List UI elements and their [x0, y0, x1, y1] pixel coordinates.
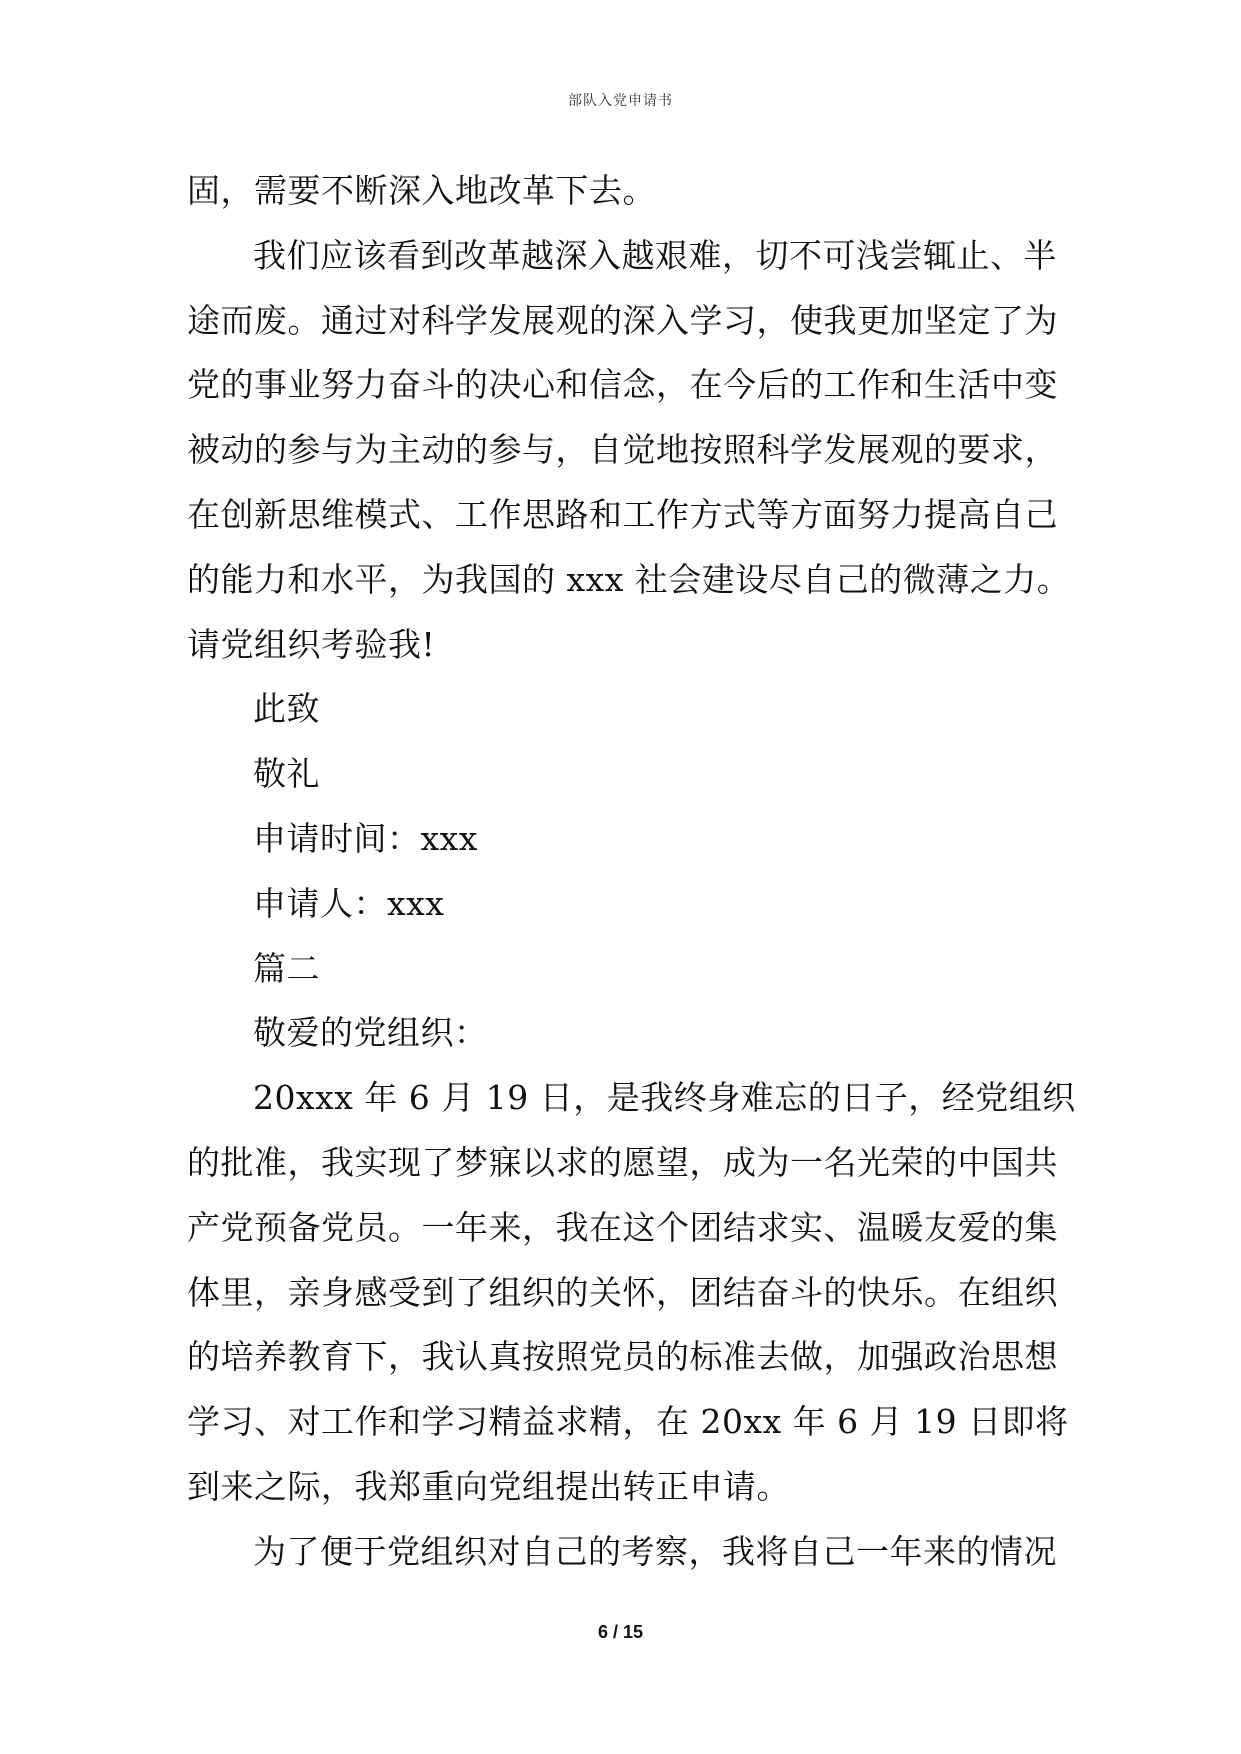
paragraph-start-line: 为了便于党组织对自己的考察，我将自己一年来的情况	[253, 1531, 1057, 1571]
text-line: 固，需要不断深入地改革下去。	[187, 171, 656, 210]
text-line: 到来之际，我郑重向党组提出转正申请。	[187, 1466, 790, 1506]
page-number: 6 / 15	[597, 1622, 644, 1642]
closing-regards: 敬礼	[253, 754, 320, 794]
paragraph-start-line: 我们应该看到改革越深入越艰难，切不可浅尝辄止、半	[253, 235, 1057, 275]
text-line: 学习、对工作和学习精益求精，在 20xx 年 6 月 19 日即将	[187, 1402, 1069, 1442]
application-date: 申请时间：xxx	[253, 818, 478, 858]
running-header: 部队入党申请书	[568, 93, 673, 109]
text-line: 在创新思维模式、工作思路和工作方式等方面努力提高自己	[187, 494, 1058, 534]
text-line: 被动的参与为主动的参与，自觉地按照科学发展观的要求，	[187, 430, 1058, 470]
text-line: 体里，亲身感受到了组织的关怀，团结奋斗的快乐。在组织	[187, 1272, 1058, 1312]
text-line: 的培养教育下，我认真按照党员的标准去做，加强政治思想	[187, 1337, 1058, 1377]
closing-salutation: 此致	[253, 689, 320, 729]
text-line: 途而废。通过对科学发展观的深入学习，使我更加坚定了为	[187, 300, 1058, 340]
text-line: 请党组织考验我!	[187, 624, 436, 664]
body-text	[187, 159, 1076, 1585]
text-line: 产党预备党员。一年来，我在这个团结求实、温暖友爱的集	[187, 1207, 1058, 1247]
paragraph-start-line: 20xxx 年 6 月 19 日，是我终身难忘的日子，经党组织	[253, 1078, 1076, 1118]
text-line: 的批准，我实现了梦寐以求的愿望，成为一名光荣的中国共	[187, 1142, 1058, 1182]
applicant-name: 申请人：xxx	[253, 883, 445, 923]
greeting: 敬爱的党组织：	[253, 1013, 488, 1053]
section-heading: 篇二	[253, 948, 320, 988]
text-line: 的能力和水平，为我国的 xxx 社会建设尽自己的微薄之力。	[187, 559, 1071, 599]
text-line: 党的事业努力奋斗的决心和信念，在今后的工作和生活中变	[187, 365, 1058, 405]
